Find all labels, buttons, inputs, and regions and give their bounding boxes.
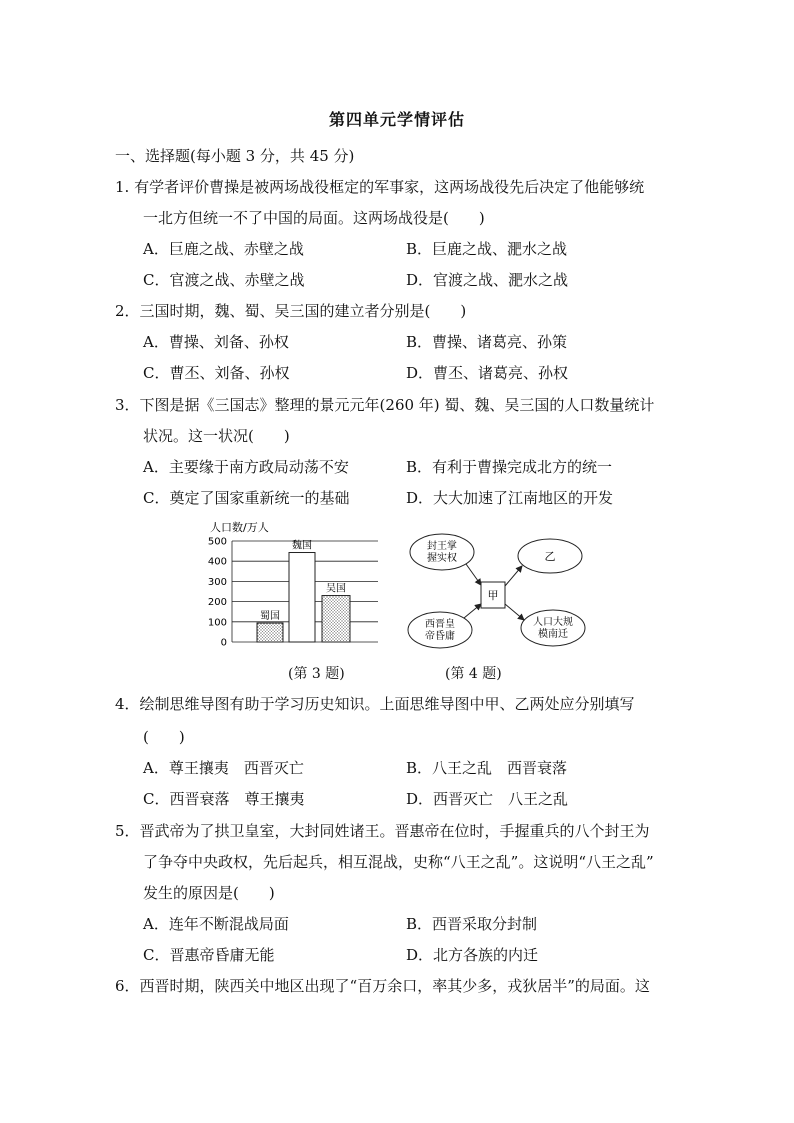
mind-map-diagram: [400, 530, 600, 655]
question-4-option-c: C．西晋衰落 尊王攘夷: [143, 790, 305, 808]
chart-bar-2: [289, 553, 315, 642]
chart-bar-1: [257, 623, 283, 642]
question-4-option-d: D．西晋灭亡 八王之乱: [406, 790, 569, 808]
chart-y-axis-label: 人口数/万人: [210, 521, 269, 534]
mindmap-arrow-2: [464, 604, 481, 618]
chart-y-tick-label: 500: [207, 536, 227, 548]
question-5-option-c: C．晋惠帝昏庸无能: [143, 946, 275, 964]
mindmap-node-feudal-kings-line2: 握实权: [427, 553, 457, 564]
mindmap-node-center-label: 甲: [487, 589, 499, 602]
question-1-option-a: A．巨鹿之战、赤壁之战: [143, 240, 304, 258]
question-4-option-b: B．八王之乱 西晋衰落: [406, 759, 568, 777]
mindmap-caption: (第 4 题): [445, 666, 502, 682]
question-5-line-3: 发生的原因是( ): [143, 884, 275, 902]
mindmap-arrow-1: [466, 564, 481, 585]
chart-bar-label-3: 吴国: [326, 583, 346, 595]
question-1-line-1: 1. 有学者评价曹操是被两场战役框定的军事家，这两场战役先后决定了他能够统: [115, 178, 645, 196]
mindmap-arrow-3: [505, 566, 522, 586]
question-1-option-d: D．官渡之战、淝水之战: [406, 271, 569, 289]
question-1-line-2: 一北方但统一不了中国的局面。这两场战役是( ): [143, 209, 485, 227]
question-3-line-1: 3．下图是据《三国志》整理的景元元年(260 年) 蜀、魏、吴三国的人口数量统计: [115, 396, 655, 414]
chart-y-tick-label: 300: [207, 576, 227, 588]
question-4-option-a: A．尊王攘夷 西晋灭亡: [143, 759, 304, 777]
question-3-option-c: C．奠定了国家重新统一的基础: [143, 489, 350, 507]
section-heading: 一、选择题(每小题 3 分，共 45 分): [115, 147, 355, 165]
question-2-option-a: A．曹操、刘备、孙权: [143, 333, 289, 351]
chart-caption: (第 3 题): [288, 666, 345, 682]
mindmap-node-migration: [521, 610, 585, 646]
question-4-line-2: ( ): [143, 728, 185, 746]
question-5-option-a: A．连年不断混战局面: [143, 915, 289, 933]
question-3-line-2: 状况。这一状况( ): [143, 427, 290, 445]
question-5-line-2: 了争夺中央政权，先后起兵，相互混战，史称“八王之乱”。这说明“八王之乱”: [143, 853, 654, 871]
question-2-option-b: B．曹操、诸葛亮、孙策: [406, 333, 568, 351]
question-6-line-1: 6．西晋时期，陕西关中地区出现了“百万余口，率其少多，戎狄居半”的局面。这: [115, 977, 650, 995]
question-2-option-d: D．曹丕、诸葛亮、孙权: [406, 364, 569, 382]
question-3-option-d: D．大大加速了江南地区的开发: [406, 489, 614, 507]
mindmap-node-emperor-line1: 西晋皇: [425, 619, 455, 630]
chart-bar-label-2: 魏国: [292, 540, 312, 552]
chart-y-tick-label: 400: [207, 556, 227, 568]
mindmap-node-emperor-line2: 帝昏庸: [425, 631, 455, 642]
mindmap-node-feudal-kings: [410, 534, 474, 570]
question-1-option-c: C．官渡之战、赤壁之战: [143, 271, 305, 289]
chart-y-tick-label: 200: [207, 597, 227, 609]
mindmap-node-migration-line2: 模南迁: [538, 629, 568, 640]
mindmap-node-emperor: [408, 612, 472, 648]
mindmap-node-feudal-kings-line1: 封王掌: [427, 541, 457, 552]
chart-y-tick-label: 0: [220, 637, 227, 649]
chart-y-tick-label: 100: [207, 617, 227, 629]
mindmap-node-migration-line1: 人口大规: [533, 617, 573, 628]
question-3-option-b: B．有利于曹操完成北方的统一: [406, 458, 613, 476]
question-5-line-1: 5．晋武帝为了拱卫皇室，大封同姓诸王。晋惠帝在位时，手握重兵的八个封王为: [115, 822, 650, 840]
mindmap-node-yi-label: 乙: [544, 550, 556, 563]
question-4-line-1: 4．绘制思维导图有助于学习历史知识。上面思维导图中甲、乙两处应分别填写: [115, 695, 635, 713]
page-title: 第四单元学情评估: [328, 110, 465, 129]
mindmap-arrow-4: [505, 604, 524, 620]
question-2-option-c: C．曹丕、刘备、孙权: [143, 364, 290, 382]
question-3-option-a: A．主要缘于南方政局动荡不安: [143, 458, 349, 476]
chart-bar-label-1: 蜀国: [260, 611, 280, 623]
question-5-option-d: D．北方各族的内迁: [406, 946, 539, 964]
population-bar-chart: [200, 518, 390, 653]
question-5-option-b: B．西晋采取分封制: [406, 915, 538, 933]
question-1-option-b: B．巨鹿之战、淝水之战: [406, 240, 568, 258]
question-2-line-1: 2．三国时期，魏、蜀、吴三国的建立者分别是( ): [115, 302, 467, 320]
chart-bar-3: [322, 596, 350, 642]
